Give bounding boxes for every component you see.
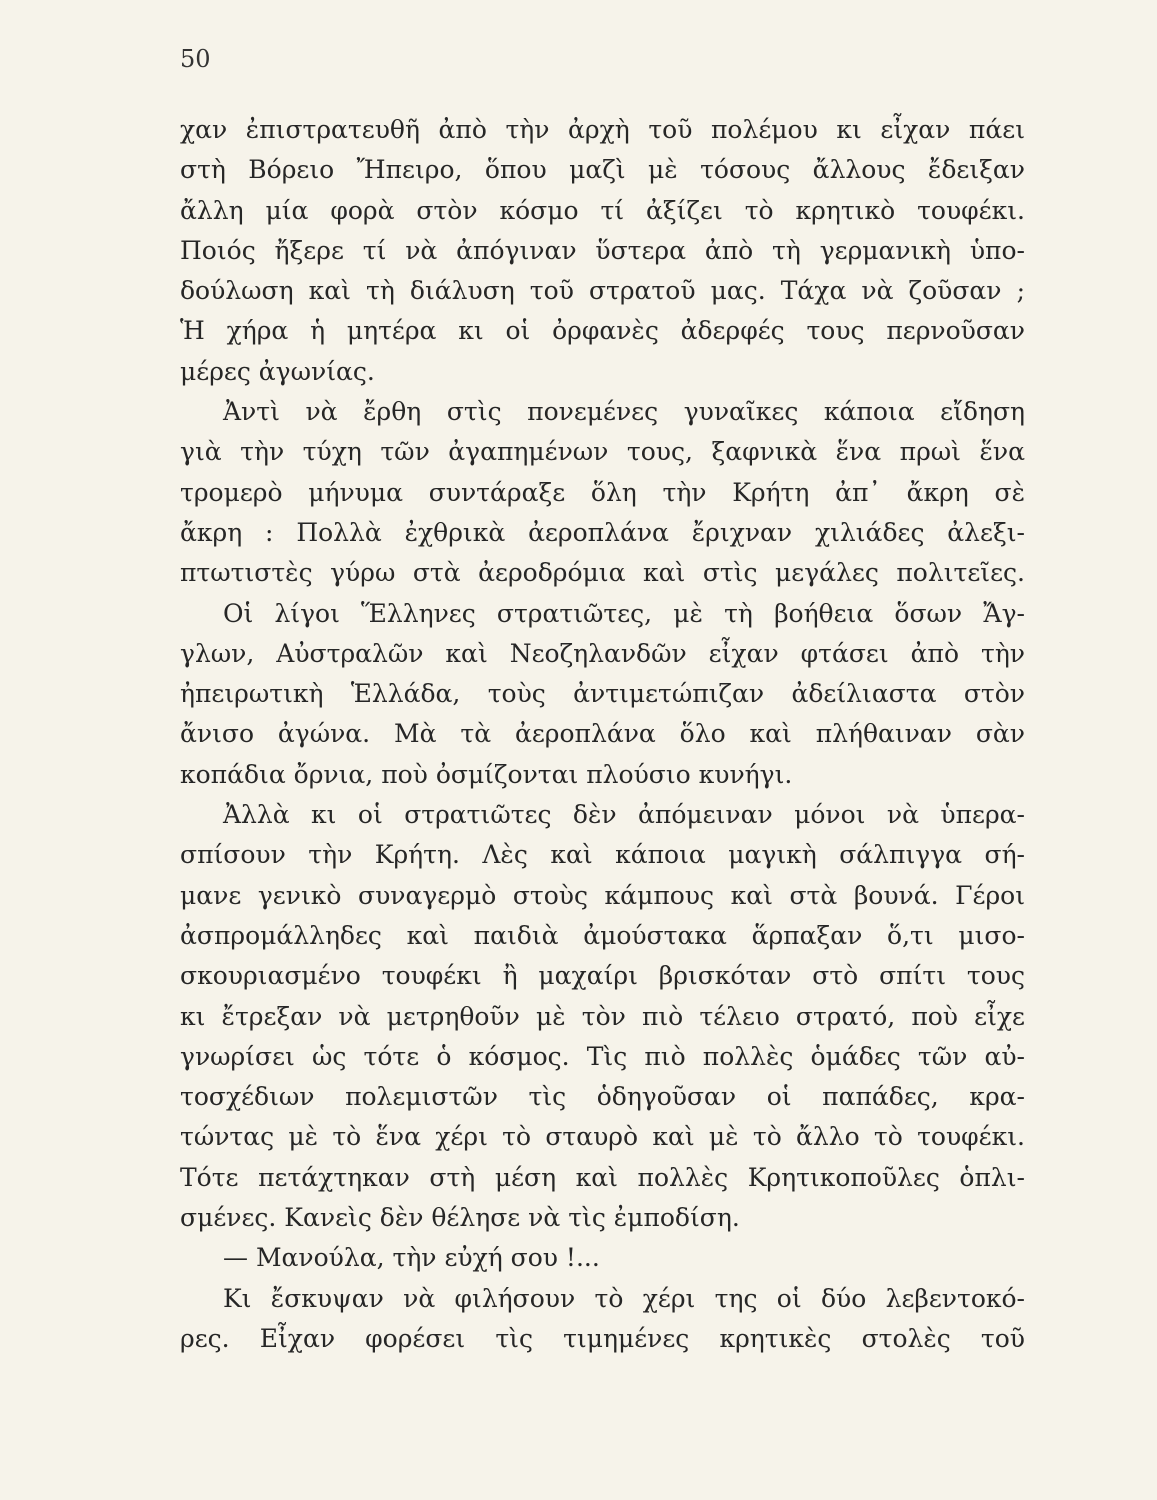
page-body bbox=[180, 110, 1025, 1359]
text-line: Κι ἔσκυψαν νὰ φιλήσουν τὸ χέρι της οἱ δύο λεβεντοκό- bbox=[223, 1283, 1025, 1313]
text-line: γλων, Αὐστραλῶν καὶ Νεοζηλανδῶν εἶχαν φτάσει ἀπὸ τὴν bbox=[180, 638, 1025, 668]
text-line: σπίσουν τὴν Κρήτη. Λὲς καὶ κάποια μαγικὴ σάλπιγγα σή- bbox=[180, 840, 1025, 870]
text-line: τοσχέδιων πολεμιστῶν τὶς ὁδηγοῦσαν οἱ παπάδες, κρα- bbox=[180, 1082, 1025, 1112]
text-line: Ἀντὶ νὰ ἔρθη στὶς πονεμένες γυναῖκες κάποια εἴδηση bbox=[223, 397, 1025, 427]
text-line: τρομερὸ μήνυμα συντάραξε ὅλη τὴν Κρήτη ἀπ᾿ ἄκρη σὲ bbox=[180, 477, 1025, 507]
text-line: Ἀλλὰ κι οἱ στρατιῶτες δὲν ἀπόμειναν μόνοι νὰ ὑπερα- bbox=[223, 800, 1025, 830]
text-line: — Μανούλα, τὴν εὐχή σου !... bbox=[223, 1243, 600, 1273]
text-line: στὴ Βόρειο Ἤπειρο, ὅπου μαζὶ μὲ τόσους ἄλλους ἔδειξαν bbox=[180, 155, 1025, 185]
text-line: Οἱ λίγοι Ἕλληνες στρατιῶτες, μὲ τὴ βοήθεια ὅσων Ἄγ- bbox=[223, 598, 1025, 628]
page-number: 50 bbox=[180, 45, 211, 73]
text-line: κι ἔτρεξαν νὰ μετρηθοῦν μὲ τὸν πιὸ τέλειο στρατό, ποὺ εἶχε bbox=[180, 1001, 1025, 1031]
text-line: γνωρίσει ὡς τότε ὁ κόσμος. Τὶς πιὸ πολλὲς ὁμάδες τῶν αὐ- bbox=[180, 1041, 1025, 1071]
text-line: ἠπειρωτικὴ Ἑλλάδα, τοὺς ἀντιμετώπιζαν ἀδείλιαστα στὸν bbox=[180, 679, 1025, 709]
text-line: Ποιός ἤξερε τί νὰ ἀπόγιναν ὕστερα ἀπὸ τὴ γερμανικὴ ὑπο- bbox=[180, 235, 1025, 265]
text-line: Ἡ χήρα ἡ μητέρα κι οἱ ὀρφανὲς ἀδερφές τους περνοῦσαν bbox=[180, 316, 1025, 346]
text-line: σκουριασμένο τουφέκι ἢ μαχαίρι βρισκόταν στὸ σπίτι τους bbox=[180, 961, 1025, 991]
text-line: μέρες ἀγωνίας. bbox=[180, 356, 375, 386]
text-line: τώντας μὲ τὸ ἕνα χέρι τὸ σταυρὸ καὶ μὲ τὸ ἄλλο τὸ τουφέκι. bbox=[180, 1122, 1025, 1152]
text-line: δούλωση καὶ τὴ διάλυση τοῦ στρατοῦ μας. Τάχα νὰ ζοῦσαν ; bbox=[180, 276, 1025, 306]
text-line: χαν ἐπιστρατευθῆ ἀπὸ τὴν ἀρχὴ τοῦ πολέμου κι εἶχαν πάει bbox=[180, 115, 1025, 144]
text-line: ἄκρη : Πολλὰ ἐχθρικὰ ἀεροπλάνα ἔριχναν χιλιάδες ἀλεξι- bbox=[180, 517, 1025, 547]
text-line: ρες. Εἶχαν φορέσει τὶς τιμημένες κρητικὲς στολὲς τοῦ bbox=[180, 1323, 1025, 1353]
text-line: ἄλλη μία φορὰ στὸν κόσμο τί ἀξίζει τὸ κρητικὸ τουφέκι. bbox=[180, 195, 1025, 225]
text-line: σμένες. Κανεὶς δὲν θέλησε νὰ τὶς ἐμποδίση. bbox=[180, 1203, 740, 1233]
text-line: ἄνισο ἀγώνα. Μὰ τὰ ἀεροπλάνα ὅλο καὶ πλήθαιναν σὰν bbox=[180, 719, 1025, 749]
text-line: γιὰ τὴν τύχη τῶν ἀγαπημένων τους, ξαφνικὰ ἕνα πρωὶ ἕνα bbox=[180, 437, 1025, 467]
text-line: πτωτιστὲς γύρω στὰ ἀεροδρόμια καὶ στὶς μεγάλες πολιτεῖες. bbox=[180, 558, 1025, 588]
text-line: ἀσπρομάλληδες καὶ παιδιὰ ἀμούστακα ἅρπαξαν ὅ,τι μισο- bbox=[180, 920, 1025, 950]
text-line: Τότε πετάχτηκαν στὴ μέση καὶ πολλὲς Κρητικοποῦλες ὁπλι- bbox=[180, 1162, 1025, 1192]
text-line: μανε γενικὸ συναγερμὸ στοὺς κάμπους καὶ στὰ βουνά. Γέροι bbox=[180, 880, 1025, 910]
text-line: κοπάδια ὄρνια, ποὺ ὀσμίζονται πλούσιο κυνήγι. bbox=[180, 759, 793, 789]
